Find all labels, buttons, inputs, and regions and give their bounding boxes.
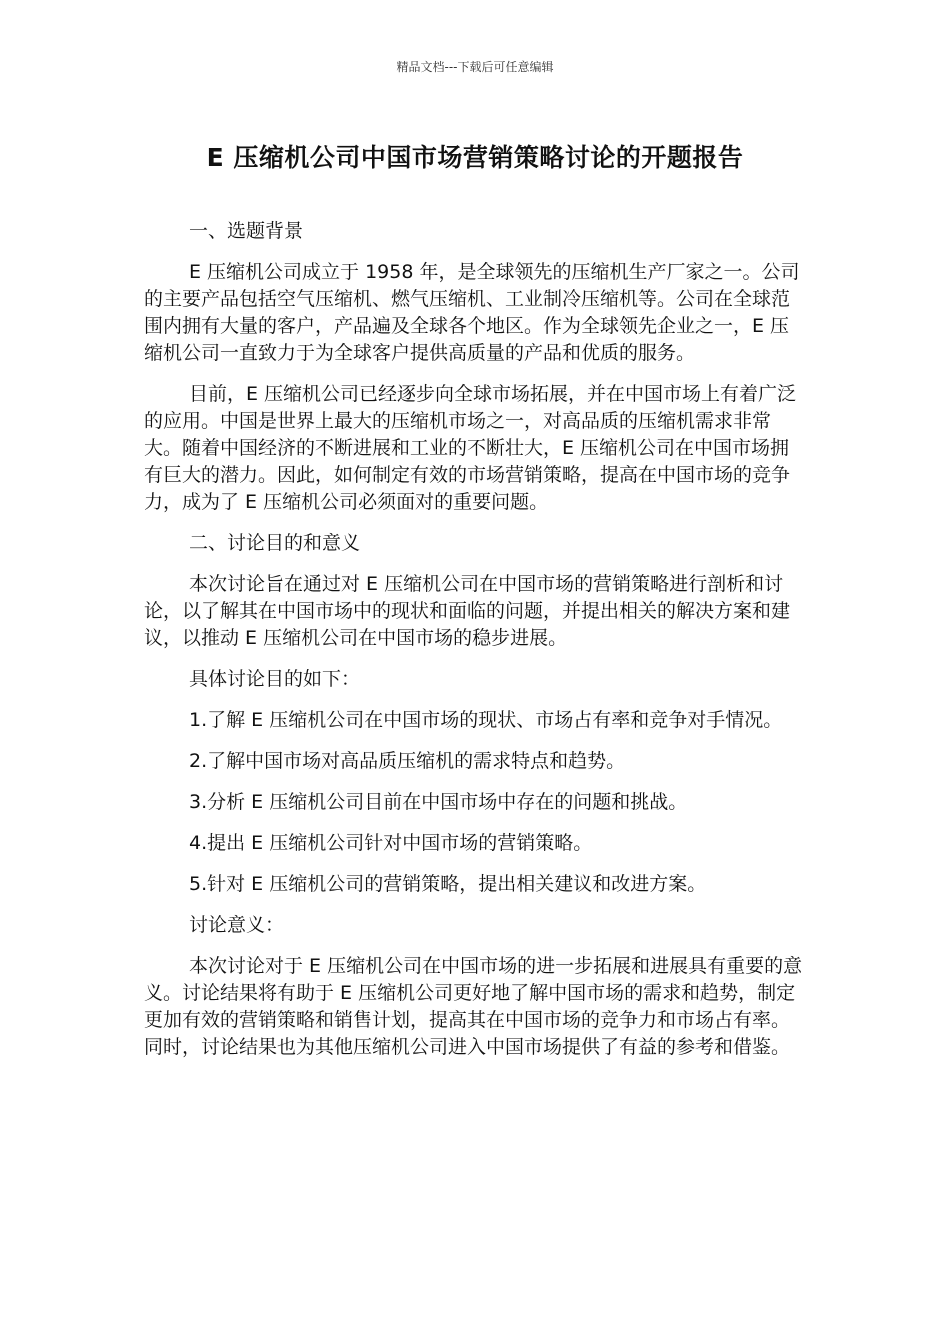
section-heading-purpose: 二、讨论目的和意义 xyxy=(189,532,361,554)
paragraph-goals-intro: 具体讨论目的如下： xyxy=(189,668,361,690)
list-item-goal-4: 4.提出 E 压缩机公司针对中国市场的营销策略。 xyxy=(189,832,593,854)
paragraph-significance: 本次讨论对于 E 压缩机公司在中国市场的进一步拓展和进展具有重要的意义。讨论结果将有助于 E 压缩机公司更好地了解中国市场的需求和趋势，制定更加有效的营销策略和销售计划，提高其在中国市场的竞争力和市场占有率。同时，讨论结果也为其他压缩机公司进入中国市场提供了有益的参考和借鉴。 xyxy=(144,955,803,1058)
document-title: E 压缩机公司中国市场营销策略讨论的开题报告 xyxy=(206,143,744,172)
paragraph-china-market: 目前，E 压缩机公司已经逐步向全球市场拓展，并在中国市场上有着广泛的应用。中国是世界上最大的压缩机市场之一，对高品质的压缩机需求非常大。随着中国经济的不断进展和工业的不断壮大，E 压缩机公司在中国市场拥有巨大的潜力。因此，如何制定有效的市场营销策略，提高在中国市场的竞争力，成为了 E 压缩机公司必须面对的重要问题。 xyxy=(144,383,797,513)
list-item-goal-1: 1.了解 E 压缩机公司在中国市场的现状、市场占有率和竞争对手情况。 xyxy=(189,709,783,731)
paragraph-significance-heading: 讨论意义： xyxy=(189,914,285,936)
document-body xyxy=(144,218,808,1061)
section-heading-background: 一、选题背景 xyxy=(189,220,304,242)
list-item-goal-5: 5.针对 E 压缩机公司的营销策略，提出相关建议和改进方案。 xyxy=(189,873,707,895)
paragraph-company-intro: E 压缩机公司成立于 1958 年，是全球领先的压缩机生产厂家之一。公司的主要产品包括空气压缩机、燃气压缩机、工业制冷压缩机等。公司在全球范围内拥有大量的客户，产品遍及全球各个地区。作为全球领先企业之一，E 压缩机公司一直致力于为全球客户提供高质量的产品和优质的服务。 xyxy=(144,261,800,364)
paragraph-purpose: 本次讨论旨在通过对 E 压缩机公司在中国市场的营销策略进行剖析和讨论，以了解其在中国市场中的现状和面临的问题，并提出相关的解决方案和建议，以推动 E 压缩机公司在中国市场的稳步进展。 xyxy=(144,573,791,649)
list-item-goal-2: 2.了解中国市场对高品质压缩机的需求特点和趋势。 xyxy=(189,750,626,772)
list-item-goal-3: 3.分析 E 压缩机公司目前在中国市场中存在的问题和挑战。 xyxy=(189,791,688,813)
page-header: 精品文档---下载后可任意编辑 xyxy=(396,60,554,74)
